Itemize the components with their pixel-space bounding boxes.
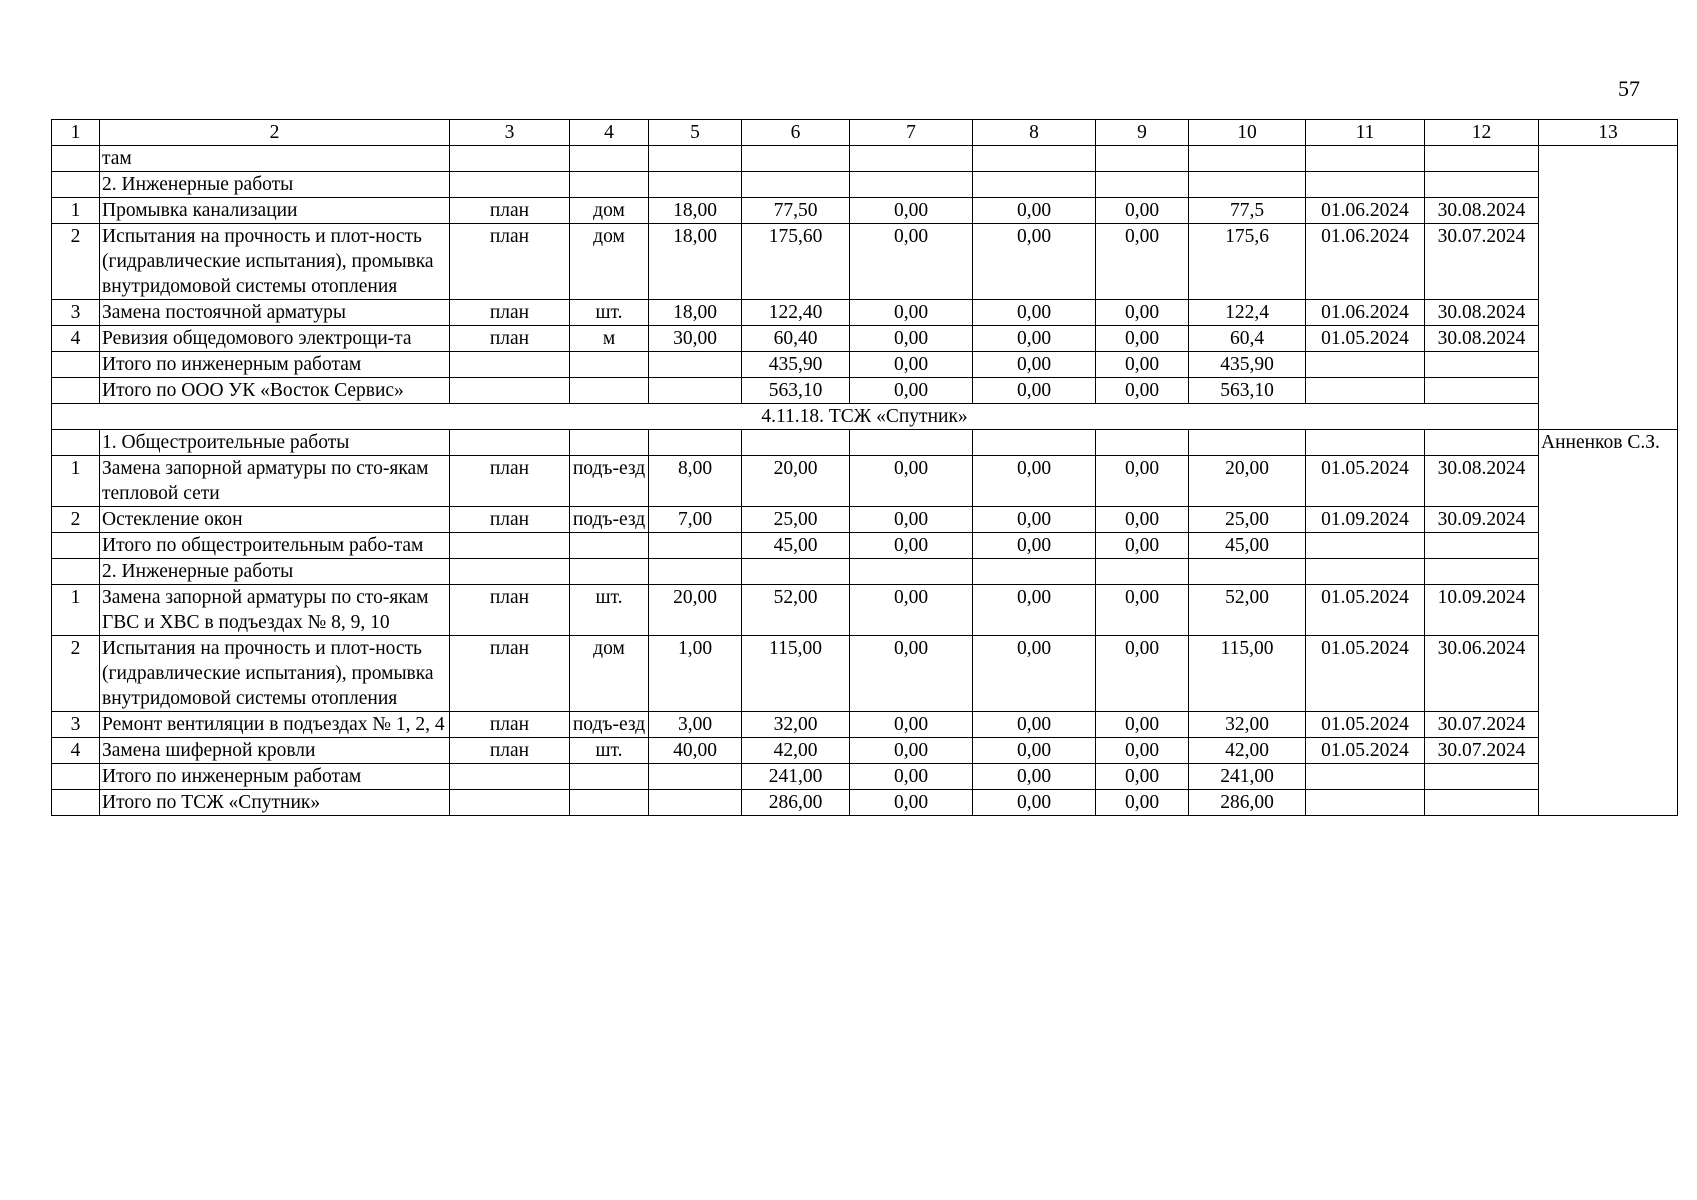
col-header: 7 bbox=[850, 120, 973, 146]
value-col6: 45,00 bbox=[742, 533, 850, 559]
quantity: 3,00 bbox=[649, 712, 742, 738]
value-col8: 0,00 bbox=[973, 224, 1096, 300]
col-header: 3 bbox=[450, 120, 570, 146]
table-row bbox=[52, 326, 1678, 352]
value-col6: 435,90 bbox=[742, 352, 850, 378]
value-col6: 77,50 bbox=[742, 198, 850, 224]
value-col7: 0,00 bbox=[850, 764, 973, 790]
table-row bbox=[52, 712, 1678, 738]
work-type: план bbox=[450, 456, 570, 507]
value-col6: 175,60 bbox=[742, 224, 850, 300]
row-number: 2 bbox=[52, 636, 100, 712]
table-row bbox=[52, 146, 1678, 172]
value-col9: 0,00 bbox=[1096, 790, 1189, 816]
value-col6: 60,40 bbox=[742, 326, 850, 352]
row-number: 3 bbox=[52, 712, 100, 738]
row-number: 4 bbox=[52, 738, 100, 764]
value-col10: 42,00 bbox=[1189, 738, 1306, 764]
table-row bbox=[52, 456, 1678, 507]
value-col10: 32,00 bbox=[1189, 712, 1306, 738]
value-col9: 0,00 bbox=[1096, 456, 1189, 507]
row-number: 2 bbox=[52, 507, 100, 533]
subsection-title: 2. Инженерные работы bbox=[100, 172, 450, 198]
quantity: 7,00 bbox=[649, 507, 742, 533]
work-type: план bbox=[450, 507, 570, 533]
start-date: 01.05.2024 bbox=[1306, 636, 1425, 712]
value-col8: 0,00 bbox=[973, 198, 1096, 224]
value-col8: 0,00 bbox=[973, 712, 1096, 738]
unit: дом bbox=[570, 224, 649, 300]
value-col10: 45,00 bbox=[1189, 533, 1306, 559]
total-label: Итого по ТСЖ «Спутник» bbox=[100, 790, 450, 816]
quantity: 8,00 bbox=[649, 456, 742, 507]
value-col9: 0,00 bbox=[1096, 764, 1189, 790]
unit: шт. bbox=[570, 585, 649, 636]
work-name: Испытания на прочность и плот-ность (гидравлические испытания), промывка внутридомовой системы отопления bbox=[100, 224, 450, 300]
start-date: 01.06.2024 bbox=[1306, 300, 1425, 326]
start-date: 01.05.2024 bbox=[1306, 738, 1425, 764]
unit: шт. bbox=[570, 738, 649, 764]
value-col10: 20,00 bbox=[1189, 456, 1306, 507]
quantity: 18,00 bbox=[649, 198, 742, 224]
value-col8: 0,00 bbox=[973, 352, 1096, 378]
work-type: план bbox=[450, 585, 570, 636]
subtotal-label: Итого по инженерным работам bbox=[100, 352, 450, 378]
col-header: 5 bbox=[649, 120, 742, 146]
total-label: Итого по ООО УК «Восток Сервис» bbox=[100, 378, 450, 404]
header-row bbox=[52, 120, 1678, 146]
section-title-row bbox=[52, 404, 1678, 430]
quantity: 1,00 bbox=[649, 636, 742, 712]
start-date: 01.05.2024 bbox=[1306, 326, 1425, 352]
quantity: 40,00 bbox=[649, 738, 742, 764]
end-date: 30.07.2024 bbox=[1425, 738, 1539, 764]
work-type: план bbox=[450, 300, 570, 326]
table-row bbox=[52, 300, 1678, 326]
value-col7: 0,00 bbox=[850, 533, 973, 559]
value-col10: 122,4 bbox=[1189, 300, 1306, 326]
subtotal-label: Итого по общестроительным рабо-там bbox=[100, 533, 450, 559]
value-col6: 32,00 bbox=[742, 712, 850, 738]
value-col10: 77,5 bbox=[1189, 198, 1306, 224]
value-col9: 0,00 bbox=[1096, 712, 1189, 738]
work-name: Замена запорной арматуры по сто-якам тепловой сети bbox=[100, 456, 450, 507]
value-col6: 286,00 bbox=[742, 790, 850, 816]
value-col8: 0,00 bbox=[973, 378, 1096, 404]
value-col9: 0,00 bbox=[1096, 533, 1189, 559]
start-date: 01.06.2024 bbox=[1306, 198, 1425, 224]
row-number: 4 bbox=[52, 326, 100, 352]
unit: подъ-езд bbox=[570, 712, 649, 738]
work-type: план bbox=[450, 738, 570, 764]
value-col9: 0,00 bbox=[1096, 224, 1189, 300]
value-col9: 0,00 bbox=[1096, 507, 1189, 533]
start-date: 01.05.2024 bbox=[1306, 585, 1425, 636]
value-col8: 0,00 bbox=[973, 300, 1096, 326]
value-col7: 0,00 bbox=[850, 300, 973, 326]
col-header: 2 bbox=[100, 120, 450, 146]
row-number: 1 bbox=[52, 585, 100, 636]
value-col6: 122,40 bbox=[742, 300, 850, 326]
unit: дом bbox=[570, 198, 649, 224]
value-col6: 42,00 bbox=[742, 738, 850, 764]
row-number: 1 bbox=[52, 198, 100, 224]
work-name: Промывка канализации bbox=[100, 198, 450, 224]
work-name: Остекление окон bbox=[100, 507, 450, 533]
table-row bbox=[52, 507, 1678, 533]
value-col10: 52,00 bbox=[1189, 585, 1306, 636]
value-col9: 0,00 bbox=[1096, 378, 1189, 404]
start-date: 01.05.2024 bbox=[1306, 456, 1425, 507]
end-date: 30.09.2024 bbox=[1425, 507, 1539, 533]
start-date: 01.09.2024 bbox=[1306, 507, 1425, 533]
value-col7: 0,00 bbox=[850, 326, 973, 352]
value-col7: 0,00 bbox=[850, 712, 973, 738]
value-col10: 175,6 bbox=[1189, 224, 1306, 300]
subsection-title: 2. Инженерные работы bbox=[100, 559, 450, 585]
quantity: 18,00 bbox=[649, 224, 742, 300]
row-label: там bbox=[100, 146, 450, 172]
value-col7: 0,00 bbox=[850, 224, 973, 300]
table-row bbox=[52, 738, 1678, 764]
value-col7: 0,00 bbox=[850, 456, 973, 507]
table-row bbox=[52, 585, 1678, 636]
total-row bbox=[52, 790, 1678, 816]
col-header: 13 bbox=[1539, 120, 1678, 146]
subsection-title: 1. Общестроительные работы bbox=[100, 430, 450, 456]
work-type: план bbox=[450, 636, 570, 712]
value-col7: 0,00 bbox=[850, 790, 973, 816]
value-col6: 20,00 bbox=[742, 456, 850, 507]
value-col9: 0,00 bbox=[1096, 300, 1189, 326]
row-number: 1 bbox=[52, 456, 100, 507]
value-col9: 0,00 bbox=[1096, 585, 1189, 636]
work-name: Замена запорной арматуры по сто-якам ГВС и ХВС в подъездах № 8, 9, 10 bbox=[100, 585, 450, 636]
total-row bbox=[52, 378, 1678, 404]
subtotal-label: Итого по инженерным работам bbox=[100, 764, 450, 790]
work-type: план bbox=[450, 198, 570, 224]
end-date: 30.08.2024 bbox=[1425, 456, 1539, 507]
col-header: 8 bbox=[973, 120, 1096, 146]
col-header: 11 bbox=[1306, 120, 1425, 146]
unit: шт. bbox=[570, 300, 649, 326]
value-col7: 0,00 bbox=[850, 198, 973, 224]
section-title: 4.11.18. ТСЖ «Спутник» bbox=[52, 404, 1678, 430]
value-col9: 0,00 bbox=[1096, 738, 1189, 764]
value-col8: 0,00 bbox=[973, 738, 1096, 764]
value-col7: 0,00 bbox=[850, 636, 973, 712]
page-number: 57 bbox=[1618, 76, 1640, 101]
unit: м bbox=[570, 326, 649, 352]
responsible-cell bbox=[1539, 146, 1678, 430]
col-header: 1 bbox=[52, 120, 100, 146]
end-date: 30.07.2024 bbox=[1425, 712, 1539, 738]
value-col8: 0,00 bbox=[973, 636, 1096, 712]
end-date: 30.08.2024 bbox=[1425, 326, 1539, 352]
table-row bbox=[52, 224, 1678, 300]
value-col8: 0,00 bbox=[973, 326, 1096, 352]
work-name: Испытания на прочность и плот-ность (гидравлические испытания), промывка внутридомовой системы отопления bbox=[100, 636, 450, 712]
value-col7: 0,00 bbox=[850, 585, 973, 636]
start-date: 01.06.2024 bbox=[1306, 224, 1425, 300]
work-name: Замена шиферной кровли bbox=[100, 738, 450, 764]
work-name: Ревизия общедомового электрощи-та bbox=[100, 326, 450, 352]
responsible-person: Анненков С.З. bbox=[1539, 430, 1678, 816]
unit: дом bbox=[570, 636, 649, 712]
quantity: 30,00 bbox=[649, 326, 742, 352]
value-col6: 241,00 bbox=[742, 764, 850, 790]
quantity: 18,00 bbox=[649, 300, 742, 326]
quantity: 20,00 bbox=[649, 585, 742, 636]
value-col9: 0,00 bbox=[1096, 352, 1189, 378]
value-col9: 0,00 bbox=[1096, 326, 1189, 352]
value-col10: 286,00 bbox=[1189, 790, 1306, 816]
subsection-row bbox=[52, 172, 1678, 198]
value-col8: 0,00 bbox=[973, 790, 1096, 816]
col-header: 4 bbox=[570, 120, 649, 146]
subtotal-row bbox=[52, 352, 1678, 378]
value-col9: 0,00 bbox=[1096, 636, 1189, 712]
value-col8: 0,00 bbox=[973, 533, 1096, 559]
col-header: 10 bbox=[1189, 120, 1306, 146]
value-col6: 115,00 bbox=[742, 636, 850, 712]
work-plan-table bbox=[51, 119, 1678, 816]
value-col9: 0,00 bbox=[1096, 198, 1189, 224]
start-date: 01.05.2024 bbox=[1306, 712, 1425, 738]
value-col10: 115,00 bbox=[1189, 636, 1306, 712]
value-col7: 0,00 bbox=[850, 378, 973, 404]
value-col10: 563,10 bbox=[1189, 378, 1306, 404]
end-date: 30.07.2024 bbox=[1425, 224, 1539, 300]
col-header: 12 bbox=[1425, 120, 1539, 146]
subtotal-row bbox=[52, 764, 1678, 790]
value-col8: 0,00 bbox=[973, 585, 1096, 636]
unit: подъ-езд bbox=[570, 507, 649, 533]
value-col7: 0,00 bbox=[850, 352, 973, 378]
value-col7: 0,00 bbox=[850, 738, 973, 764]
subtotal-row bbox=[52, 533, 1678, 559]
subsection-row bbox=[52, 430, 1678, 456]
col-header: 9 bbox=[1096, 120, 1189, 146]
value-col8: 0,00 bbox=[973, 507, 1096, 533]
value-col6: 52,00 bbox=[742, 585, 850, 636]
row-number: 3 bbox=[52, 300, 100, 326]
unit: подъ-езд bbox=[570, 456, 649, 507]
end-date: 30.08.2024 bbox=[1425, 300, 1539, 326]
end-date: 10.09.2024 bbox=[1425, 585, 1539, 636]
table-row bbox=[52, 198, 1678, 224]
work-type: план bbox=[450, 224, 570, 300]
value-col6: 563,10 bbox=[742, 378, 850, 404]
value-col8: 0,00 bbox=[973, 764, 1096, 790]
row-number: 2 bbox=[52, 224, 100, 300]
value-col7: 0,00 bbox=[850, 507, 973, 533]
work-type: план bbox=[450, 712, 570, 738]
table-row bbox=[52, 636, 1678, 712]
work-name: Замена постоячной арматуры bbox=[100, 300, 450, 326]
work-name: Ремонт вентиляции в подъездах № 1, 2, 4 bbox=[100, 712, 450, 738]
subsection-row bbox=[52, 559, 1678, 585]
col-header: 6 bbox=[742, 120, 850, 146]
end-date: 30.08.2024 bbox=[1425, 198, 1539, 224]
value-col10: 25,00 bbox=[1189, 507, 1306, 533]
end-date: 30.06.2024 bbox=[1425, 636, 1539, 712]
work-type: план bbox=[450, 326, 570, 352]
value-col10: 435,90 bbox=[1189, 352, 1306, 378]
value-col10: 241,00 bbox=[1189, 764, 1306, 790]
value-col10: 60,4 bbox=[1189, 326, 1306, 352]
value-col8: 0,00 bbox=[973, 456, 1096, 507]
value-col6: 25,00 bbox=[742, 507, 850, 533]
